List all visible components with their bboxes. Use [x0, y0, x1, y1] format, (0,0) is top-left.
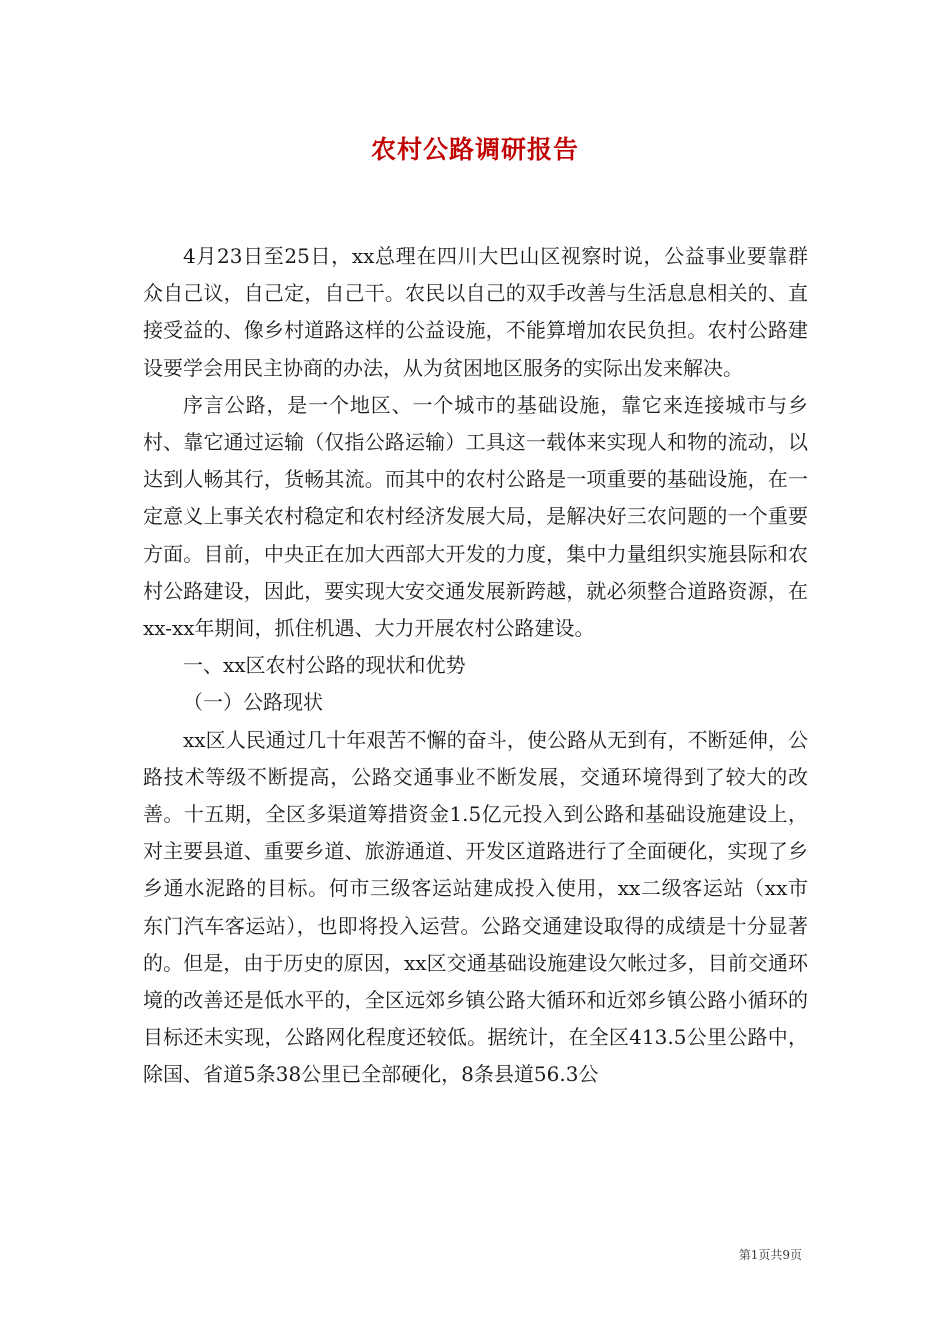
subsection-heading: （一）公路现状	[183, 690, 323, 715]
document-title: 农村公路调研报告	[370, 135, 579, 164]
page-number: 第1页共9页	[738, 1248, 802, 1262]
section-heading: 一、xx区农村公路的现状和优势	[183, 653, 466, 678]
paragraph-status: xx区人民通过几十年艰苦不懈的奋斗，使公路从无到有，不断延伸，公路技术等级不断提高，公路交通事业不断发展，交通环境得到了较大的改善。十五期，全区多渠道筹措资金1.5亿元投入到公路和基础设施建设上，对主要县道、重要乡道、旅游通道、开发区道路进行了全面硬化，实现了乡乡通水泥路的目标。何市三级客运站建成投入使用，xx二级客运站（xx市东门汽车客运站），也即将投入运营。公路交通建设取得的成绩是十分显著的。但是，由于历史的原因，xx区交通基础设施建设欠帐过多，目前交通环境的改善还是低水平的，全区远郊乡镇公路大循环和近郊乡镇公路小循环的目标还未实现，公路网化程度还较低。据统计，在全区413.5公里公路中，除国、省道5条38公里已全部硬化，8条县道56.3公	[143, 727, 808, 1087]
document-body	[143, 238, 808, 1094]
paragraph-intro: 4月23日至25日，xx总理在四川大巴山区视察时说，公益事业要靠群众自己议，自己定，自己干。农民以自己的双手改善与生活息息相关的、直接受益的、像乡村道路这样的公益设施，不能算增加农民负担。农村公路建设要学会用民主协商的办法，从为贫困地区服务的实际出发来解决。	[143, 244, 808, 380]
paragraph-preface: 序言公路，是一个地区、一个城市的基础设施，靠它来连接城市与乡村、靠它通过运输（仅指公路运输）工具这一载体来实现人和物的流动，以达到人畅其行，货畅其流。而其中的农村公路是一项重要的基础设施，在一定意义上事关农村稳定和农村经济发展大局，是解决好三农问题的一个重要方面。目前，中央正在加大西部大开发的力度，集中力量组织实施县际和农村公路建设，因此，要实现大安交通发展新跨越，就必须整合道路资源，在xx-xx年期间，抓住机遇、大力开展农村公路建设。	[143, 392, 808, 641]
